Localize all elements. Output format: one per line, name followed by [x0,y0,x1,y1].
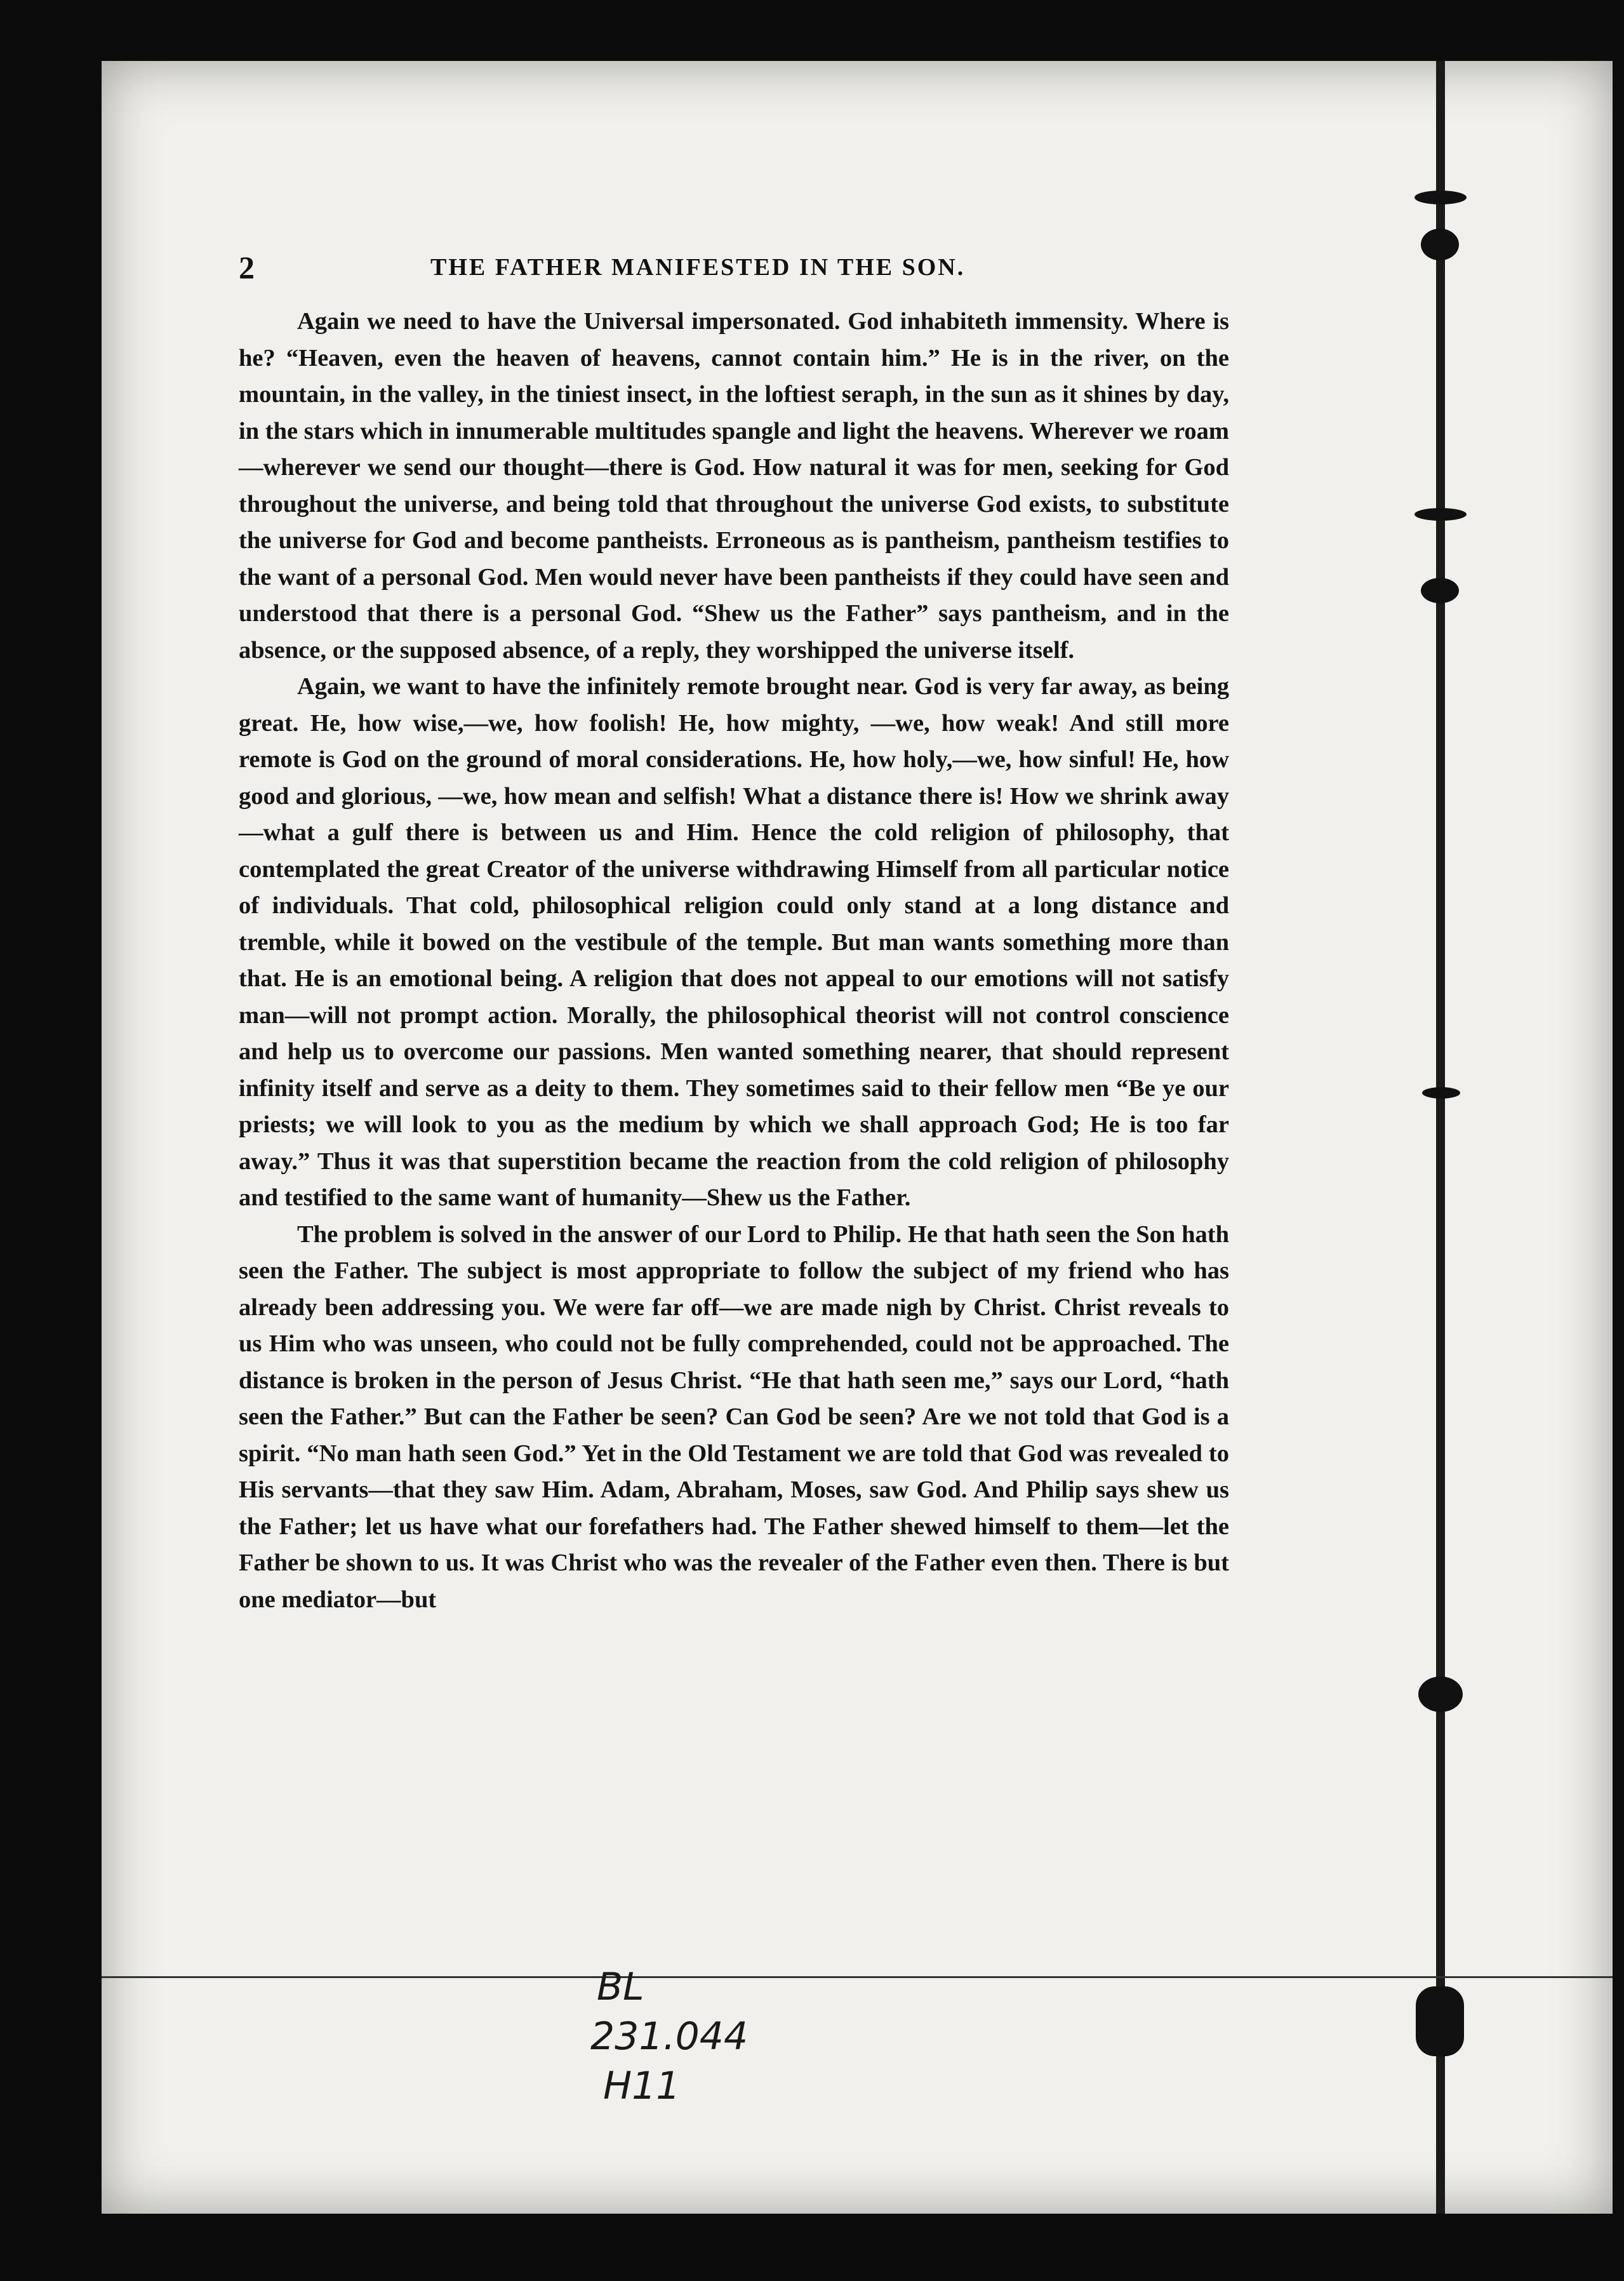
running-head [239,245,1229,290]
edge-mark [1422,1087,1460,1099]
call-number-line: H11 [603,2064,681,2108]
bottom-rule [102,1976,1613,1978]
edge-mark [1414,191,1467,204]
paragraph: The problem is solved in the answer of our Lord to Philip. He that hath seen the Son hath seen the Father. The subject is most appropriate to follow the subject of my friend who has already been addressing you. We were far off—we are made nigh by Christ. Christ reveals to us Him who was unseen, who could not be fully comprehended, could not be approached. The distance is broken in the person of Jesus Christ. “He that hath seen me,” says our Lord, “hath seen the Father.” But can the Father be seen? Can God be seen? Are we not told that God is a spirit. “No man hath seen God.” Yet in the Old Testament we are told that God was revealed to His servants—that they saw Him. Adam, Abraham, Moses, saw God. And Philip says shew us the Father; let us have what our forefathers had. The Father shewed himself to them—let the Father be shown to us. It was Christ who was the revealer of the Father even then. There is but one mediator—but [239,1221,1229,1613]
edge-mark [1421,578,1459,603]
paragraph: Again we need to have the Universal impersonated. God inhabiteth immensity. Where is he? “Heaven, even the heaven of heavens, cannot contain him.” He is in the river, on the mountain, in the valley, in the tiniest insect, in the loftiest seraph, in the sun as it shines by day, in the stars which in innumerable multitudes spangle and light the heavens. Wherever we roam—wherever we send our thought—there is God. How natural it was for men, seeking for God throughout the universe, and being told that throughout the universe God exists, to substitute the universe for God and become pantheists. Erroneous as is pantheism, pantheism testifies to the want of a personal God. Men would never have been pantheists if they could have seen and understood that there is a personal God. “Shew us the Father” says pantheism, and in the absence, or the supposed absence, of a reply, they worshipped the universe itself. [239,308,1229,664]
paragraph: Again, we want to have the infinitely remote brought near. God is very far away, as being great. He, how wise,—we, how foolish! He, how mighty, —we, how weak! And still more remote is God on the ground of moral considerations. He, how holy,—we, how sinful! He, how good and glorious, —we, how mean and selfish! What a distance there is! How we shrink away—what a gulf there is between us and Him. Hence the cold religion of philosophy, that contemplated the great Creator of the universe withdrawing Himself from all particular notice of individuals. That cold, philosophical religion could only stand at a long distance and tremble, while it bowed on the vestibule of the temple. But man wants something more than that. He is an emotional being. A religion that does not appeal to our emotions will not satisfy man—will not prompt action. Morally, the philosophical theorist will not control conscience and help us to overcome our passions. Men wanted something nearer, that should represent infinity itself and serve as a deity to them. They sometimes said to their fellow men “Be ye our priests; we will look to you as the medium by which we shall approach God; He is too far away.” Thus it was that superstition became the reaction from the cold religion of philosophy and testified to the same want of humanity—Shew us the Father. [239,673,1229,1211]
edge-mark [1414,508,1467,521]
page-number: 2 [239,250,255,285]
binding-edge [1436,61,1445,2214]
running-title: THE FATHER MANIFESTED IN THE SON. [430,254,966,281]
edge-mark [1416,1986,1464,2056]
call-number-line: 231.044 [590,2014,749,2059]
edge-mark [1421,229,1459,260]
edge-mark [1418,1676,1463,1712]
handwritten-call-number [590,1962,857,2111]
call-number-line: BL [597,1965,644,2009]
body-text [239,304,1229,1618]
